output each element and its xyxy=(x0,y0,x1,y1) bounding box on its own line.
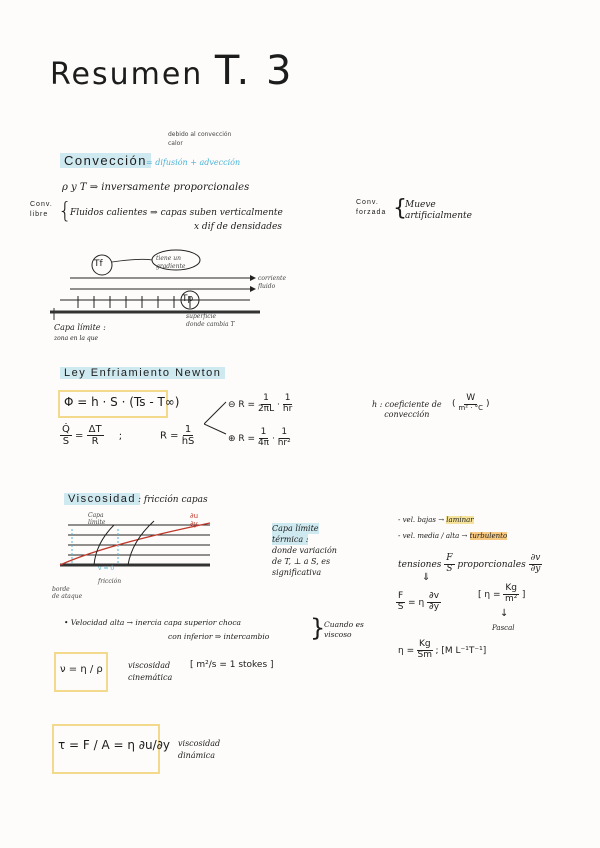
vel-altas: - vel. media / alta → turbulento xyxy=(398,532,508,540)
cinematica-label: viscosidad cinemática xyxy=(128,661,173,682)
f-s-eta: $\frac{F}{S}$ = η $\frac{\partial v}{\partial y}$ xyxy=(397,591,440,612)
viscosidad-sub: : fricción capas xyxy=(138,495,208,505)
stokes: [ m²/s = 1 stokes ] xyxy=(190,660,274,670)
r-cylinder: ⊖ R = $\frac{1}{2\pi L}$ · $\frac{1}{hr}$ xyxy=(228,393,293,414)
down-arrow: ⇓ xyxy=(422,572,431,583)
tau-formula: τ = F / A = η ∂u/∂y xyxy=(58,738,170,752)
h-units: ( $\frac{W}{\text{m² · °C}}$ ) xyxy=(452,393,490,412)
qdot-ratio: $\frac{Q̇}{S}$ = $\frac{\Delta T}{R}$ ; xyxy=(62,424,123,447)
cylinder-icon: ⊖ xyxy=(228,399,236,410)
rho-t-relation: ρ y T ⇒ inversamente proporcionales xyxy=(62,182,250,193)
conv-libre-text2: x dif de densidades xyxy=(194,222,282,232)
brace-forzada: { xyxy=(393,196,407,221)
pascal-label: Pascal xyxy=(492,624,515,632)
conv-forzada-text: Mueve artificialmente xyxy=(405,200,472,221)
newton-formula: Φ = h · S · (Ts - T∞) xyxy=(64,395,180,409)
tf-label: Tf xyxy=(94,259,103,269)
eta-units: [ η = $\frac{Kg}{\text{m²}}$ ] xyxy=(478,583,526,604)
conv-forzada-label: Conv. forzada xyxy=(356,199,387,216)
tp-label: Tp xyxy=(182,294,194,304)
section-conveccion-heading: Convección xyxy=(60,153,151,168)
corriente-label: corriente fluido xyxy=(258,275,287,290)
conveccion-equation: = difusión + advección xyxy=(146,158,241,167)
top-note: debido al convección calor xyxy=(168,131,232,147)
capa-limite-label: Capa límite : zona en la que xyxy=(54,323,106,342)
cuando-viscoso: Cuando es viscoso xyxy=(324,620,364,639)
capa-limite-termica: Capa límite térmica : donde variación de T, ⊥ a S, es significativa xyxy=(272,524,337,577)
r-sphere: ⊕ R = $\frac{1}{4\pi}$ · $\frac{1}{\text{hr²}}$ xyxy=(228,427,291,448)
brace-viscoso: } xyxy=(310,614,326,642)
section-newton-heading: Ley Enfriamiento Newton xyxy=(60,367,225,379)
capa-limite-small: Capa límite xyxy=(88,512,106,526)
eta-kg-sm: η = $\frac{Kg}{Sm}$ ; [M L⁻¹T⁻¹] xyxy=(398,639,487,660)
conv-libre-label: Conv. libre xyxy=(30,201,53,218)
pascal-arrow: ↓ xyxy=(500,608,509,619)
friccion-label: fricción xyxy=(98,578,122,585)
title-part2: T. 3 xyxy=(214,48,294,94)
velocidad-alta: • Velocidad alta → inercia capa superior choca con inferior ⇒ intercambio xyxy=(64,618,270,641)
tensiones: tensiones $\frac{F}{S}$ proporcionales $\frac{\partial v}{\partial y}$ xyxy=(398,553,541,574)
r-plane: R = $\frac{1}{hS}$ xyxy=(160,424,195,447)
dinamica-label: viscosidad dinámica xyxy=(178,739,221,760)
v-zero: v = 0 xyxy=(98,565,115,572)
gradient-bubble: tiene un gradiente xyxy=(156,255,186,270)
section-viscosidad-heading: Viscosidad xyxy=(64,493,140,505)
nu-formula: ν = η / ρ xyxy=(60,664,103,675)
branch-lines xyxy=(204,396,228,440)
borde-ataque: borde de ataque xyxy=(52,586,83,600)
vel-bajas: - vel. bajas → laminar xyxy=(398,516,474,524)
h-definition: h : coeficiente de convección xyxy=(372,400,442,419)
conv-libre-text: Fluidos calientes ⇒ capas suben verticalmente xyxy=(70,208,283,218)
page-title xyxy=(50,48,293,94)
title-part1: Resumen xyxy=(50,57,204,92)
brace-libre: { xyxy=(58,199,72,224)
superficie-label: superficie donde cambia T xyxy=(186,313,235,328)
sphere-icon: ⊕ xyxy=(228,433,236,444)
du-dy-label: ∂u ∂y xyxy=(190,512,199,528)
